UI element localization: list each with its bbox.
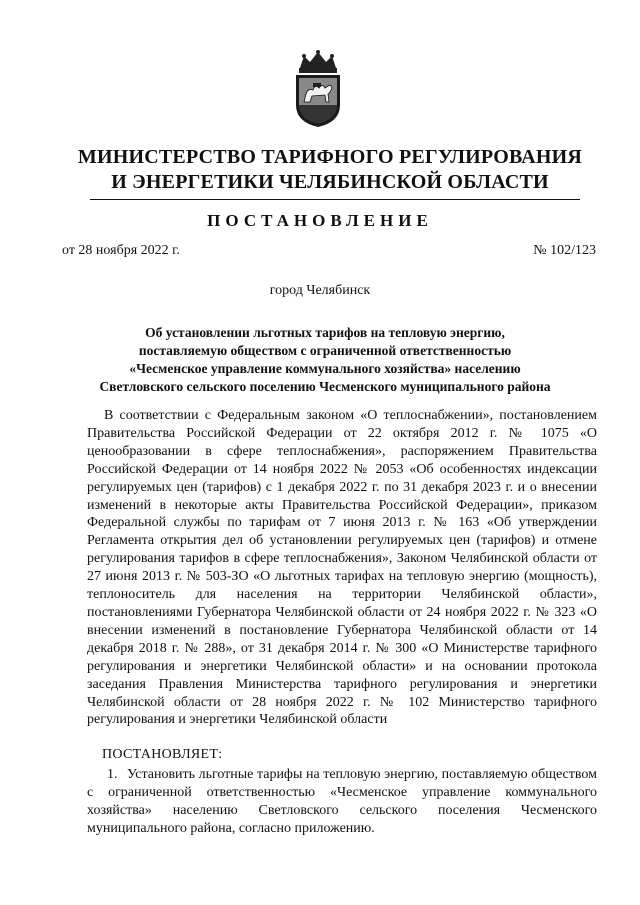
document-title-line3: «Чесменское управление коммунального хозяйства» населению	[129, 361, 521, 376]
document-city: город Челябинск	[269, 283, 371, 298]
ministry-name-line1: МИНИСТЕРСТВО ТАРИФНОГО РЕГУЛИРОВАНИЯ	[77, 146, 583, 168]
resolution-item-text: Установить льготные тарифы на тепловую энергию, поставляемую обществом с ограниченной ответственностью «Чесменское управление коммунального хозяйства» населению Светловского сельского поселения Чесменского муниципального района, согласно приложению.	[87, 767, 597, 836]
document-title-line2: поставляемую обществом с ограниченной ответственностью	[138, 343, 512, 358]
document-title-line4: Светловского сельского поселению Чесменского муниципального района	[99, 379, 551, 394]
ministry-name	[40, 145, 620, 195]
header-divider	[90, 199, 580, 200]
preamble-paragraph: В соответствии с Федеральным законом «О теплоснабжении», постановлением Правительства Российской Федерации от 22 октября 2012 г. № 1075 «О ценообразовании в сфере теплоснабжения», распоряжением Правительства Российской Федерации от 14 ноября 2022 № 2053 «Об особенностях индексации регулируемых цен (тарифов) с 1 декабря 2022 г. по 31 декабря 2023 г. и о внесении изменений в некоторые акты Правительства Российской Федерации», приказом Федеральной службы по тарифам от 7 июня 2013 г. № 163 «Об утверждении Регламента открытия дел об установлении регулируемых цен (тарифов) и отмене регулирования тарифов в сфере теплоснабжения», Законом Челябинской области от 27 июня 2013 г. № 503-ЗО «О льготных тарифах на тепловую энергию (мощность), теплоноситель для населения на территории Челябинской области», постановлениями Губернатора Челябинской области от 24 ноября 2022 г. № 323 «О внесении изменений в постановление Губернатора Челябинской области от 14 декабря 2018 г. № 288», от 31 декабря 2014 г. № 300 «О Министерстве тарифного регулирования и энергетики Челябинской области» и на основании протокола заседания Правления Министерства тарифного регулирования и энергетики Челябинской области от 28 ноября 2022 г. № 102 Министерство тарифного регулирования и энергетики Челябинской области	[87, 408, 597, 728]
document-title	[60, 324, 590, 396]
decree-word: ПОСТАНОВЛЯЕТ:	[102, 747, 223, 762]
resolution-item-1	[87, 766, 597, 838]
resolution-item-number: 1.	[107, 767, 118, 782]
document-title-line1: Об установлении льготных тарифов на тепловую энергию,	[145, 325, 505, 340]
document-type: ПОСТАНОВЛЕНИЕ	[207, 211, 433, 230]
coat-of-arms-icon	[290, 50, 346, 128]
ministry-name-line2: И ЭНЕРГЕТИКИ ЧЕЛЯБИНСКОЙ ОБЛАСТИ	[111, 171, 549, 193]
document-number: № 102/123	[533, 243, 596, 258]
document-date: от 28 ноября 2022 г.	[62, 243, 180, 258]
